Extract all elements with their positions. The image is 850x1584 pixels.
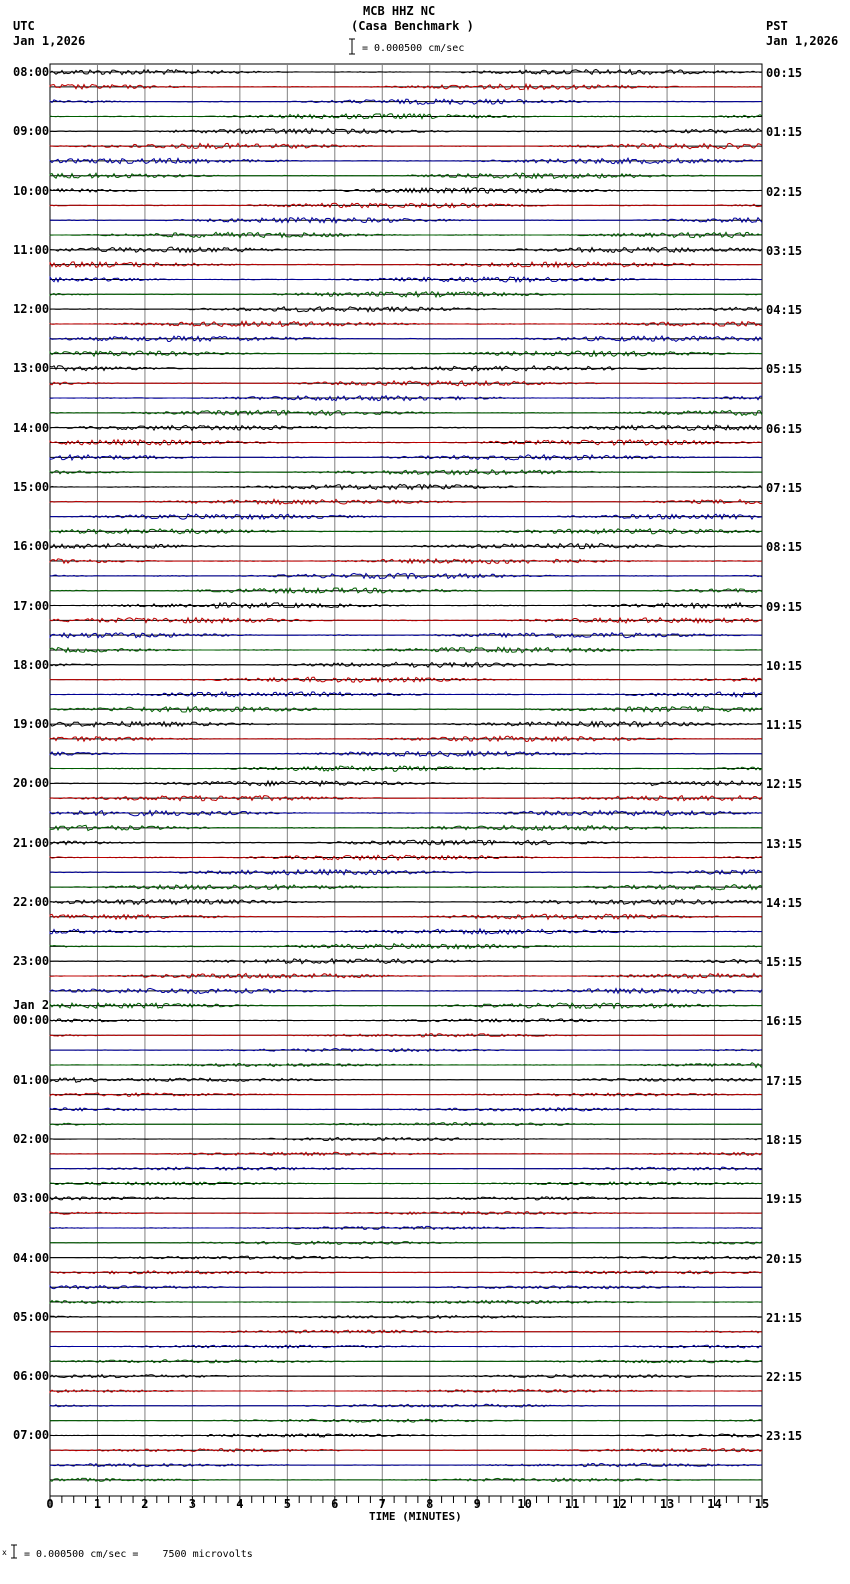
utc-hour-label: 06:00 [13,1369,50,1384]
pst-time-label: 14:15 [766,895,803,910]
utc-hour-label: 14:00 [13,420,50,435]
x-tick-label: 14 [707,1497,722,1511]
station-title: MCB HHZ NC [363,4,436,18]
scale-label: = 0.000500 cm/sec [362,43,465,54]
footer-scale-note: = 0.000500 cm/sec = 7500 microvolts [24,1549,253,1560]
x-tick-label: 0 [46,1497,54,1511]
pst-time-label: 07:15 [766,480,803,495]
utc-hour-label: 19:00 [13,717,50,732]
pst-time-label: 13:15 [766,836,803,851]
pst-time-label: 08:15 [766,540,803,555]
pst-time-label: 23:15 [766,1429,803,1444]
x-tick-label: 12 [612,1497,627,1511]
utc-hour-label: 10:00 [13,183,50,198]
utc-hour-label: 00:00 [13,1013,50,1028]
footer-scale-bar-icon [10,1544,18,1560]
pst-time-label: 10:15 [766,658,803,673]
utc-hour-label: 23:00 [13,954,50,969]
pst-time-label: 12:15 [766,777,803,792]
utc-hour-label: 15:00 [13,479,50,494]
utc-hour-label: 02:00 [13,1132,50,1147]
x-tick-label: 9 [473,1497,481,1511]
utc-hour-label: 05:00 [13,1309,50,1324]
pst-time-label: 16:15 [766,1014,803,1029]
x-tick-label: 15 [754,1497,770,1511]
pst-time-label: 05:15 [766,362,803,377]
x-tick-label: 3 [188,1497,197,1511]
utc-hour-label: 09:00 [13,124,50,139]
pst-time-label: 22:15 [766,1370,803,1385]
x-tick-label: 10 [517,1497,532,1511]
x-tick-label: 5 [283,1497,291,1511]
x-tick-label: 2 [141,1497,149,1511]
pst-time-label: 06:15 [766,421,803,436]
pst-time-label: 02:15 [766,184,803,199]
utc-hour-label: 18:00 [13,657,50,672]
pst-time-label: 11:15 [766,718,803,733]
pst-time-label: 04:15 [766,303,803,318]
pst-time-label: 15:15 [766,955,803,970]
pst-time-label: 01:15 [766,125,803,140]
utc-hour-label: 07:00 [13,1428,50,1443]
utc-hour-label: 08:00 [13,65,50,79]
utc-hour-label: 20:00 [13,776,50,791]
x-tick-label: 1 [93,1497,102,1511]
x-axis-title: TIME (MINUTES) [369,1510,462,1523]
x-tick-label: 13 [659,1497,675,1511]
x-tick-label: 6 [331,1497,339,1511]
utc-hour-label: 12:00 [13,302,50,317]
utc-hour-label: 17:00 [13,598,50,613]
pst-time-label: 03:15 [766,243,803,258]
utc-hour-label: 04:00 [13,1250,50,1265]
utc-hour-label: 03:00 [13,1191,50,1206]
utc-hour-label: 01:00 [13,1072,50,1087]
pst-time-label: 17:15 [766,1073,803,1088]
utc-hour-label: 13:00 [13,361,50,376]
footer-prefix: x [2,1548,7,1557]
pst-time-label: 19:15 [766,1192,803,1207]
pst-time-label: 09:15 [766,599,803,614]
x-tick-label: 7 [378,1497,386,1511]
left-timezone: UTC [13,19,35,33]
utc-hour-label: 21:00 [13,835,50,850]
left-date: Jan 1,2026 [13,34,86,48]
station-location: (Casa Benchmark ) [351,19,474,33]
pst-time-label: 00:15 [766,66,803,80]
x-tick-label: 11 [564,1497,580,1511]
pst-time-label: 18:15 [766,1133,803,1148]
pst-time-label: 21:15 [766,1310,803,1325]
right-timezone: PST [766,19,788,33]
date-change-label: Jan 2 [13,998,50,1013]
utc-hour-label: 22:00 [13,894,50,909]
pst-time-label: 20:15 [766,1251,803,1266]
utc-hour-label: 11:00 [13,242,50,257]
x-tick-label: 8 [426,1497,434,1511]
x-tick-label: 4 [236,1497,244,1511]
utc-hour-label: 16:00 [13,539,50,554]
right-date: Jan 1,2026 [766,34,839,48]
